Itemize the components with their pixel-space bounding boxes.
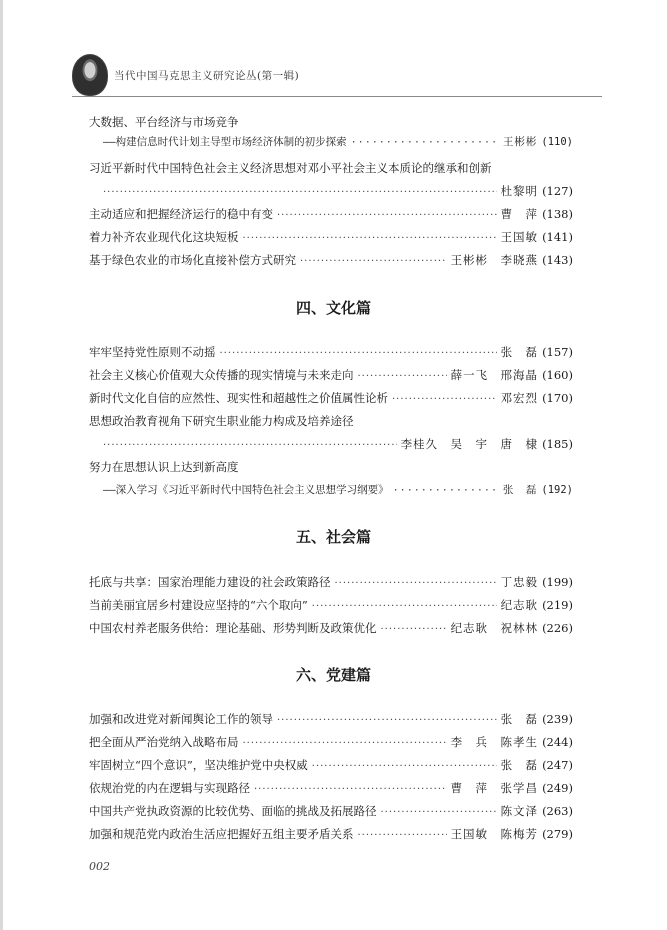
running-header: [72, 52, 299, 98]
entry-authors: 曹 萍 张学昌: [450, 781, 539, 795]
entry-page: (127): [542, 184, 573, 198]
toc-entry[interactable]: [89, 206, 573, 224]
page-number: 002: [89, 860, 110, 873]
entry-authors: 李 兵 陈孝生: [450, 735, 539, 749]
entry-page: (170): [542, 391, 573, 405]
entry-page: (263): [542, 804, 573, 818]
entry-authors: 纪志耿 祝林林: [450, 621, 539, 635]
leader-dots: [358, 828, 447, 844]
entry-title: 基于绿色农业的市场化直接补偿方式研究: [89, 253, 296, 267]
leader-dots: [103, 438, 397, 454]
toc-entry[interactable]: [89, 597, 573, 615]
leader-dots: [243, 736, 447, 752]
toc-entry[interactable]: [89, 826, 573, 844]
toc-entry[interactable]: [89, 252, 573, 270]
entry-title: 社会主义核心价值观大众传播的现实情境与未来走向: [89, 368, 354, 382]
toc-entry[interactable]: [89, 367, 573, 385]
entry-page: (279): [542, 827, 573, 841]
entry-title: 牢牢坚持党性原则不动摇: [89, 345, 216, 359]
entry-authors: 张 磊: [500, 345, 539, 359]
marx-portrait-icon: [72, 54, 108, 96]
entry-title: 中国农村养老服务供给：理论基础、形势判断及政策优化: [89, 621, 377, 635]
entry-page: (192): [541, 484, 573, 496]
leader-dots: [312, 759, 497, 775]
entry-page: (157): [542, 345, 573, 359]
entry-page: (226): [542, 621, 573, 635]
entry-title: 加强和规范党内政治生活应把握好五组主要矛盾关系: [89, 827, 354, 841]
leader-dots: [392, 392, 497, 408]
entry-page: (244): [542, 735, 573, 749]
leader-dots: [277, 713, 497, 729]
leader-dots: [254, 782, 447, 798]
leader-dots: [335, 576, 497, 592]
entry-title: 习近平新时代中国特色社会主义经济思想对邓小平社会主义本质论的继承和创新: [89, 161, 492, 175]
entry-authors: 王彬彬: [502, 136, 538, 148]
entry-page: (160): [542, 368, 573, 382]
entry-title: 中国共产党执政资源的比较优势、面临的挑战及拓展路径: [89, 804, 377, 818]
entry-authors: 薛一飞 邢海晶: [450, 368, 539, 382]
entry-title: 当前美丽宜居乡村建设应坚持的“六个取向”: [89, 598, 308, 612]
entry-page: (185): [542, 437, 573, 451]
toc-entry[interactable]: [89, 711, 573, 729]
entry-title: 依规治党的内在逻辑与实现路径: [89, 781, 250, 795]
entry-authors: 杜黎明: [500, 184, 539, 198]
toc-entry[interactable]: [89, 114, 573, 151]
section-heading-culture: 四、文化篇: [295, 299, 371, 317]
entry-title: 思想政治教育视角下研究生职业能力构成及培养途径: [89, 414, 354, 428]
entry-title: 新时代文化自信的应然性、现实性和超越性之价值属性论析: [89, 391, 388, 405]
toc-entry[interactable]: [89, 620, 573, 638]
entry-page: (219): [542, 598, 573, 612]
entry-title: 牢固树立“四个意识”，坚决维护党中央权威: [89, 758, 308, 772]
leader-dots: [277, 208, 497, 224]
entry-page: (141): [542, 230, 573, 244]
header-rule: [72, 96, 602, 97]
leader-dots: [300, 254, 447, 270]
toc-entry[interactable]: [89, 803, 573, 821]
toc-entry[interactable]: [89, 160, 573, 201]
entry-title: 大数据、平台经济与市场竞争: [89, 115, 239, 129]
entry-title: 托底与共享：国家治理能力建设的社会政策路径: [89, 575, 331, 589]
entry-page: (199): [542, 575, 573, 589]
entry-page: (138): [542, 207, 573, 221]
toc-entry[interactable]: [89, 459, 573, 499]
page-edge: [0, 0, 3, 930]
toc-entry[interactable]: [89, 413, 573, 454]
toc-entry[interactable]: [89, 390, 573, 408]
toc-entry[interactable]: [89, 780, 573, 798]
leader-dots: [312, 599, 497, 615]
entry-page: (247): [542, 758, 573, 772]
entry-title: 努力在思想认识上达到新高度: [89, 460, 239, 474]
toc-entry[interactable]: [89, 734, 573, 752]
toc-entry[interactable]: [89, 574, 573, 592]
leader-dots: [351, 135, 499, 151]
entry-authors: 张 磊: [500, 758, 539, 772]
leader-dots: [393, 483, 499, 499]
entry-authors: 丁忠毅: [500, 575, 539, 589]
entry-authors: 张 磊: [502, 484, 538, 496]
entry-authors: 邓宏烈: [500, 391, 539, 405]
entry-title: 着力补齐农业现代化这块短板: [89, 230, 239, 244]
entry-subtitle: ——构建信息时代计划主导型市场经济体制的初步探索: [103, 136, 347, 148]
leader-dots: [358, 369, 447, 385]
leader-dots: [220, 346, 497, 362]
entry-title: 把全面从严治党纳入战略布局: [89, 735, 239, 749]
entry-authors: 张 磊: [500, 712, 539, 726]
entry-authors: 李桂久 吴 宇 唐 棣: [400, 437, 539, 451]
entry-authors: 陈文泽: [500, 804, 539, 818]
entry-authors: 王国敏: [500, 230, 539, 244]
toc-entry[interactable]: [89, 344, 573, 362]
toc-entry[interactable]: [89, 229, 573, 247]
entry-title: 主动适应和把握经济运行的稳中有变: [89, 207, 273, 221]
entry-subtitle: ——深入学习《习近平新时代中国特色社会主义思想学习纲要》: [103, 484, 389, 496]
section-heading-society: 五、社会篇: [295, 528, 371, 546]
section-heading-party: 六、党建篇: [295, 666, 371, 684]
entry-authors: 纪志耿: [500, 598, 539, 612]
leader-dots: [243, 231, 497, 247]
series-title: 当代中国马克思主义研究论丛(第一辑): [114, 69, 300, 82]
entry-page: (239): [542, 712, 573, 726]
entry-title: 加强和改进党对新闻舆论工作的领导: [89, 712, 273, 726]
entry-authors: 王彬彬 李晓燕: [450, 253, 539, 267]
leader-dots: [381, 805, 497, 821]
entry-authors: 曹 萍: [500, 207, 539, 221]
entry-page: (249): [542, 781, 573, 795]
toc-entry[interactable]: [89, 757, 573, 775]
entry-page: (143): [542, 253, 573, 267]
leader-dots: [381, 622, 447, 638]
entry-page: (110): [541, 136, 573, 148]
leader-dots: [103, 185, 497, 201]
entry-authors: 王国敏 陈梅芳: [450, 827, 539, 841]
